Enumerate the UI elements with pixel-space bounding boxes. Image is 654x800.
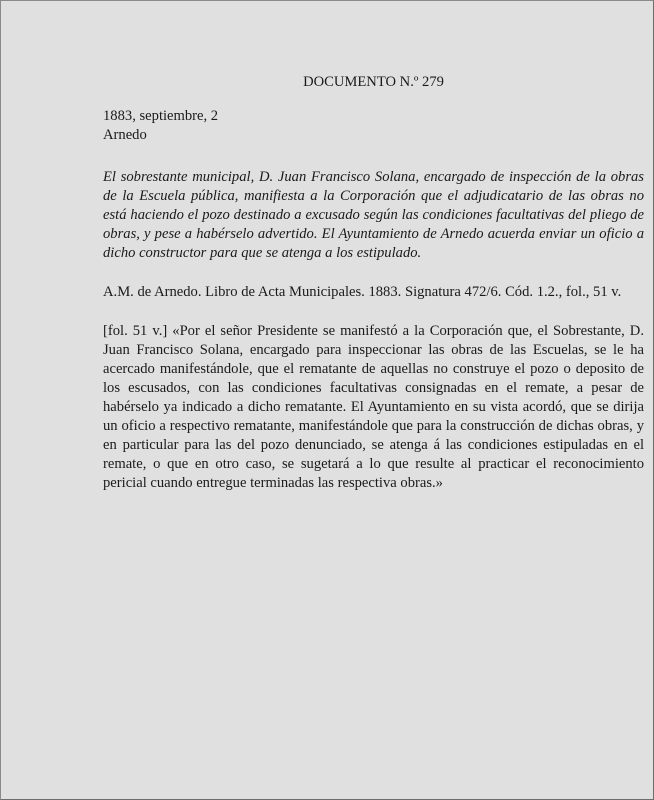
document-title: DOCUMENTO N.º 279	[303, 74, 444, 90]
document-transcription: [fol. 51 v.] «Por el señor Presidente se manifestó a la Corporación que, el Sobrestante, D. Juan Francisco Solana, encargado para inspeccionar las obras de las Escuelas, se le ha acercado manifestándole, que el rematante de aquellas no construye el pozo o deposito de los escusados, con las condiciones facultativas consignadas en el remate, a pesar de habérselo ya indicado a dicho rematante. El Ayuntamiento en su vista acordó, que se dirija un oficio a respectivo rematante, manifestándole que para la construcción de dichas obras, y en particular para las del pozo denunciado, se atenga á las condiciones estipuladas en el remate, o que en otro caso, se sugetará a lo que resulte al practicar el reconocimiento pericial cuando entregue terminadas las respectiva obras.»	[103, 323, 644, 491]
document-summary: El sobrestante municipal, D. Juan Francisco Solana, encargado de inspección de la obras de la Escuela pública, manifiesta a la Corporación que el adjudicatario de las obras no está haciendo el pozo destinado a excusado según las condiciones facultativas del pliego de obras, y pese a habérselo advertido. El Ayuntamiento de Arnedo acuerda enviar un oficio a dicho constructor para que se atenga a los estipulado.	[103, 169, 644, 261]
document-body	[103, 73, 644, 493]
document-date: 1883, septiembre, 2	[103, 108, 219, 124]
document-place: Arnedo	[103, 127, 147, 143]
document-source: A.M. de Arnedo. Libro de Acta Municipales. 1883. Signatura 472/6. Cód. 1.2., fol., 51 v.	[103, 284, 622, 300]
